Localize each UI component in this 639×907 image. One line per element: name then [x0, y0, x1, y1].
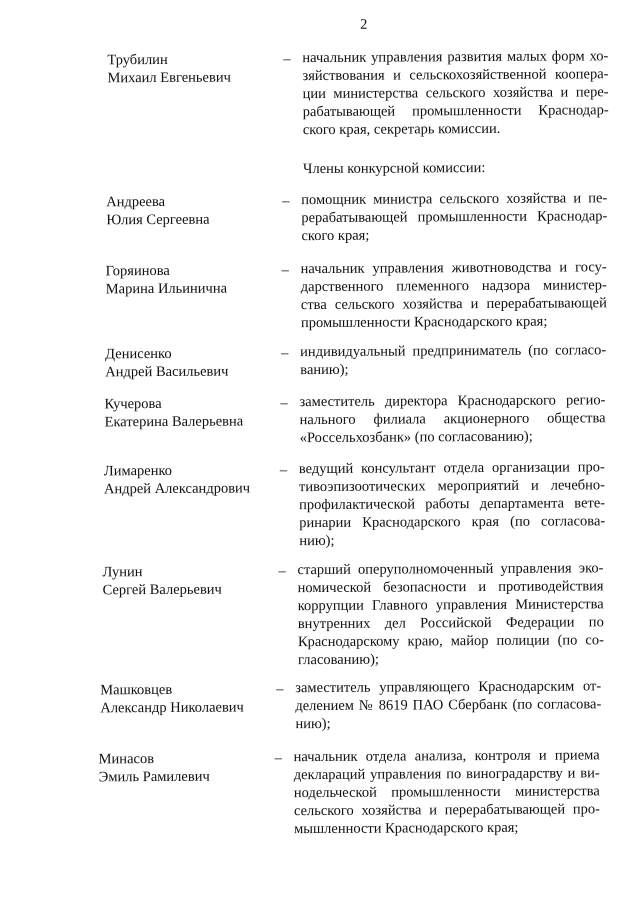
commission-member-entry [106, 190, 639, 244]
separator-dash: – [276, 681, 284, 698]
commission-member-entry [104, 392, 639, 446]
surname: Андреева [106, 193, 166, 211]
commission-member-entry [102, 560, 639, 668]
separator-dash: – [281, 262, 289, 279]
position-description: начальник отдела анализа, контроля и приема деклараций управления по виноградарству и ви- нодельческой промышленности министерства сельского хозяйства и перерабатывающей про- мышленности Краснодарского края; [293, 747, 600, 837]
commission-member-entry [100, 678, 639, 732]
person-name [102, 562, 272, 599]
position-description: старший оперуполномоченный управления эко- номической безопасности и противодействия коррупции Главного управления Министерства внутренних дел Российской Федерации по Краснодарскому краю, майор полиции (по со- гласованию); [297, 560, 604, 668]
given-names: Эмиль Рамилевич [98, 768, 210, 786]
surname: Минасов [98, 751, 155, 768]
separator-dash: – [274, 750, 282, 767]
given-names: Екатерина Валерьевна [104, 413, 244, 431]
given-names: Юлия Сергеевна [106, 211, 210, 229]
surname: Машковцев [100, 681, 173, 699]
commission-member-entry [98, 747, 639, 837]
person-name [104, 461, 274, 498]
separator-dash: – [278, 563, 286, 580]
surname: Горяинова [105, 262, 170, 280]
surname: Трубилин [107, 51, 168, 69]
given-names: Александр Николаевич [100, 699, 244, 717]
page-number: 2 [360, 16, 368, 33]
separator-dash: – [279, 462, 288, 479]
position-description: ведущий консультант отдела организации про- тивоэпизоотических мероприятий и лечебно- профилактической работы департамента вете- ринарии Краснодарского края (по согласова- нию); [298, 459, 606, 549]
separator-dash: – [280, 395, 288, 412]
person-name [107, 50, 277, 87]
given-names: Сергей Валерьевич [102, 581, 222, 599]
person-name [104, 394, 274, 431]
position-description: индивидуальный предприниматель (по согласо- ванию); [300, 342, 607, 379]
surname: Кучерова [104, 395, 162, 413]
section-heading: Члены конкурсной комиссии: [302, 159, 486, 178]
commission-entry-secretary [107, 48, 639, 138]
given-names: Андрей Васильевич [105, 363, 229, 381]
person-name [106, 192, 276, 229]
position-description: заместитель управляющего Краснодарским от- делением № 8619 ПАО Сбербанк (по согласова- нию); [295, 678, 602, 732]
commission-member-entry [105, 259, 639, 331]
commission-member-entry [103, 459, 639, 549]
separator-dash: – [282, 193, 290, 210]
position-description: начальник управления развития малых форм хо- зяйствования и сельскохозяйственной коопера- ции министерства сельского хозяйства и пере- рабатывающей промышленности Краснодар- ского края, секретарь комиссии. [302, 48, 609, 138]
given-names: Андрей Александрович [103, 480, 251, 498]
given-names: Марина Ильинична [105, 280, 228, 298]
person-name [99, 749, 269, 786]
given-names: Михаил Евгеньевич [107, 69, 231, 87]
separator-dash: – [283, 51, 291, 68]
surname: Лимаренко [103, 462, 173, 480]
position-description: заместитель директора Краснодарского регио- нального филиала акционерного общества «Россельхозбанк» (по согласованию); [299, 392, 606, 446]
commission-member-entry [105, 342, 639, 381]
separator-dash: – [281, 345, 289, 362]
person-name [105, 344, 275, 381]
position-description: помощник министра сельского хозяйства и пе- рерабатывающей промышленности Краснодар- ского края; [301, 190, 608, 244]
surname: Денисенко [105, 345, 172, 363]
person-name [100, 680, 270, 717]
person-name [106, 261, 276, 298]
surname: Лунин [102, 564, 143, 581]
position-description: начальник управления животноводства и госу- дарственного племенного надзора министер- ства сельского хозяйства и перерабатывающей промышленности Краснодарского края; [300, 259, 607, 331]
